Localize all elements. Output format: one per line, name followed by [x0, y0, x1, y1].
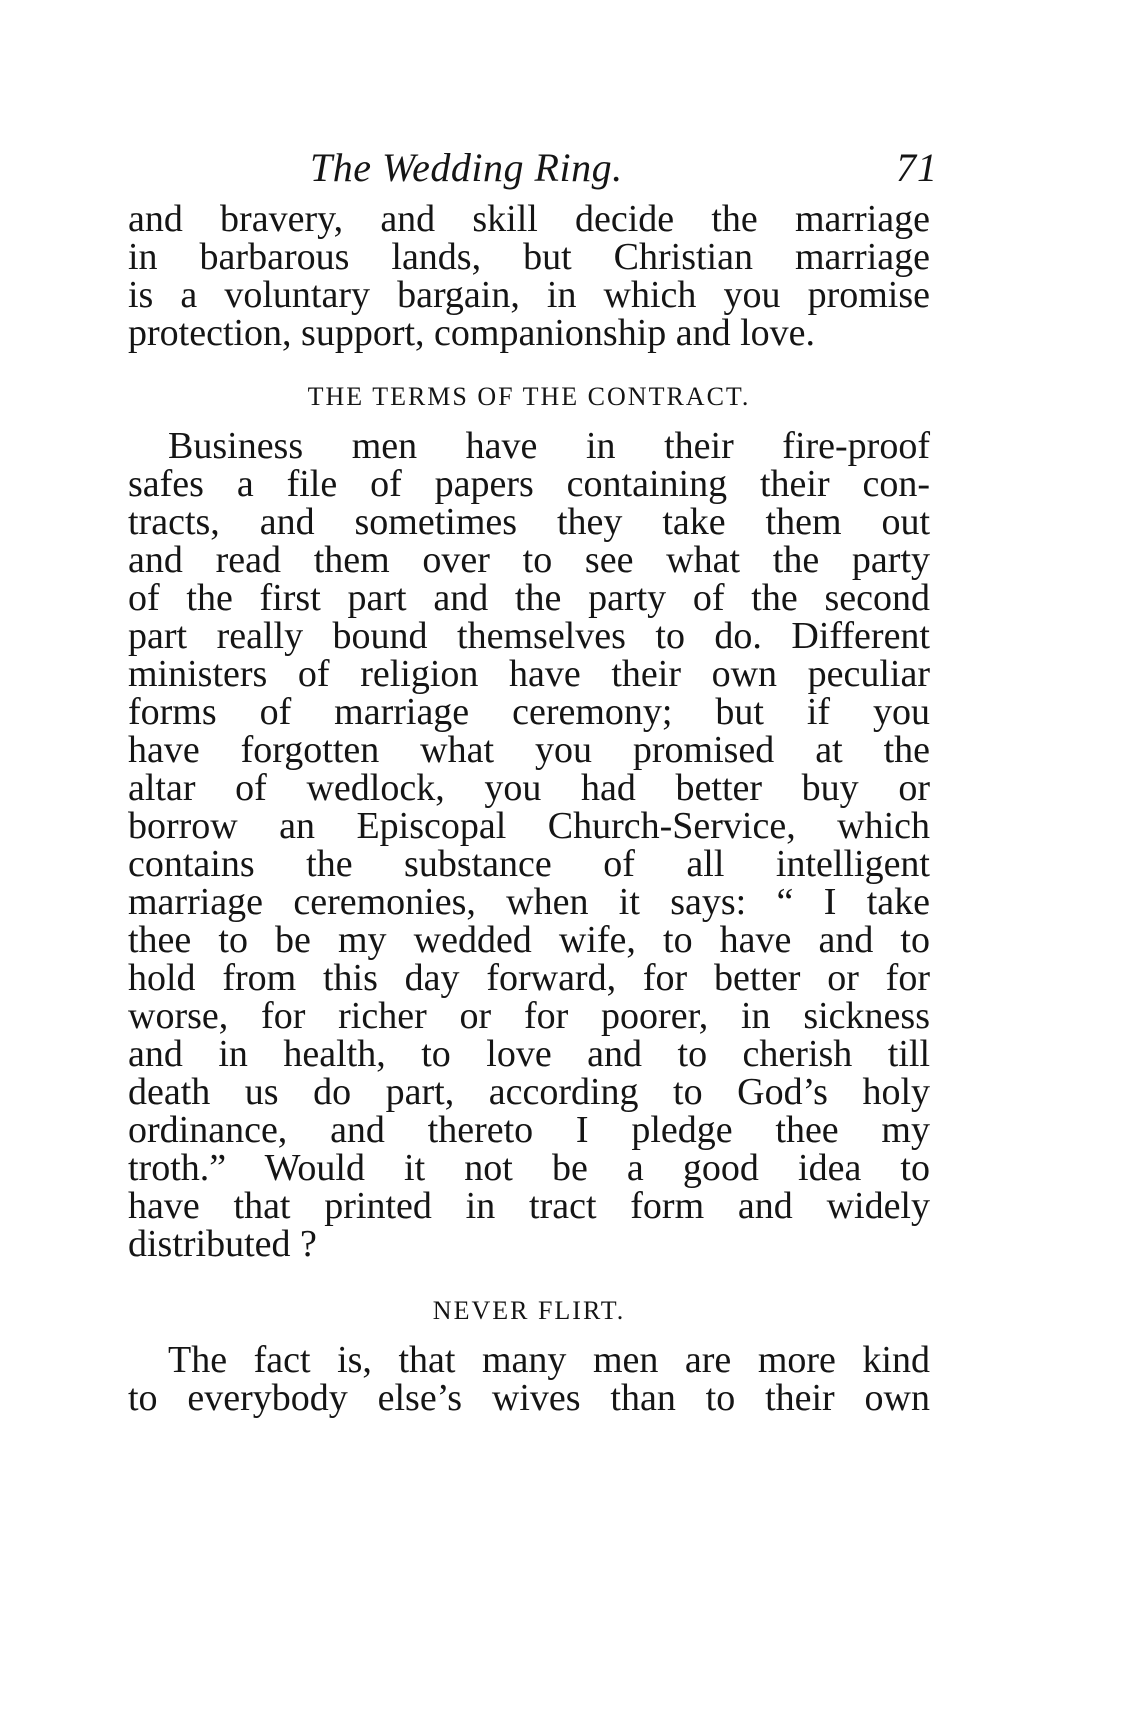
text-line: of the first part and the party of the second — [128, 577, 930, 619]
text-line: altar of wedlock, you had better buy or — [128, 767, 930, 809]
text-line: death us do part, according to God’s holy — [128, 1071, 930, 1113]
text-line: hold from this day forward, for better or for — [128, 957, 930, 999]
text-line: worse, for richer or for poorer, in sickness — [128, 995, 930, 1037]
running-header — [128, 138, 938, 198]
text-line: thee to be my wedded wife, to have and to — [128, 919, 930, 961]
text-line: is a voluntary bargain, in which you promise — [128, 274, 930, 316]
section-heading-never-flirt: NEVER FLIRT. — [432, 1296, 626, 1325]
text-line: and read them over to see what the party — [128, 539, 930, 581]
text-line: The fact is, that many men are more kind — [168, 1339, 930, 1381]
text-line: protection, support, companionship and love. — [128, 312, 816, 354]
page-number: 71 — [896, 145, 938, 190]
text-line: have that printed in tract form and widely — [128, 1185, 930, 1227]
text-line: contains the substance of all intelligent — [128, 843, 930, 885]
text-line: in barbarous lands, but Christian marriage — [128, 236, 930, 278]
text-line: safes a file of papers containing their con- — [128, 463, 930, 505]
text-line: forms of marriage ceremony; but if you — [128, 691, 930, 733]
text-line: have forgotten what you promised at the — [128, 729, 930, 771]
text-line: tracts, and sometimes they take them out — [128, 501, 930, 543]
text-line: marriage ceremonies, when it says: “ I take — [128, 881, 930, 923]
section-heading-terms: THE TERMS OF THE CONTRACT. — [307, 382, 751, 411]
text-line: Business men have in their fire-proof — [168, 425, 930, 467]
text-line: and in health, to love and to cherish till — [128, 1033, 930, 1075]
text-line: distributed ? — [128, 1223, 317, 1265]
text-line: ordinance, and thereto I pledge thee my — [128, 1109, 930, 1151]
text-line: borrow an Episcopal Church-Service, which — [128, 805, 930, 847]
text-line: and bravery, and skill decide the marriage — [128, 198, 930, 240]
text-line: ministers of religion have their own peculiar — [128, 653, 930, 695]
text-line: part really bound themselves to do. Different — [128, 615, 930, 657]
text-line: to everybody else’s wives than to their own — [128, 1377, 930, 1419]
running-title: The Wedding Ring. — [310, 145, 623, 190]
text-line: troth.” Would it not be a good idea to — [128, 1147, 930, 1189]
